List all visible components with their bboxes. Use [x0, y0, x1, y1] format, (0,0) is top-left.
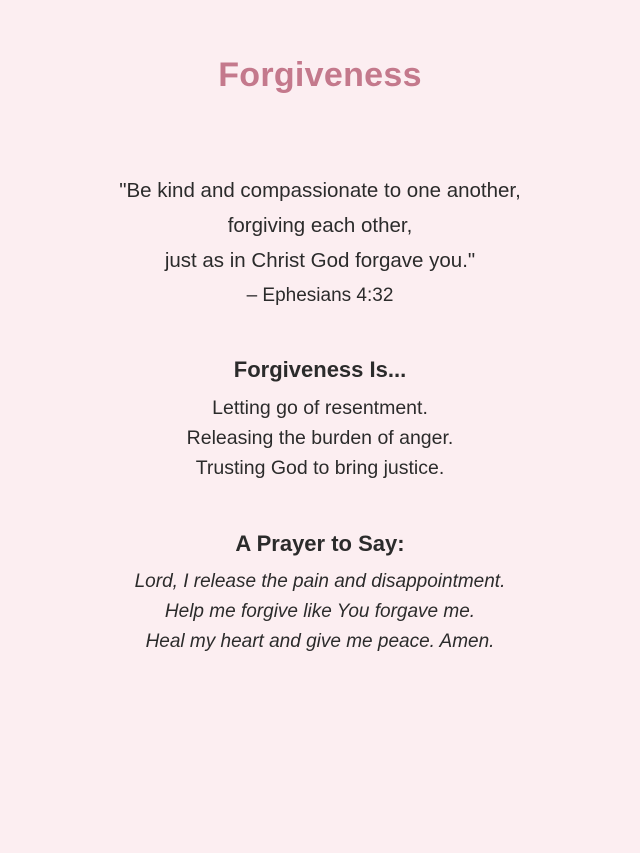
section-forgiveness-is — [40, 357, 600, 483]
section-line: Heal my heart and give me peace. Amen. — [145, 631, 495, 652]
section-line: Help me forgive like You forgave me. — [164, 601, 476, 622]
verse-line-3: just as in Christ God forgave you." — [164, 249, 476, 272]
section-line: Trusting God to bring justice. — [195, 457, 445, 479]
verse-attribution: – Ephesians 4:32 — [246, 285, 394, 306]
verse-line-2: forgiving each other, — [227, 214, 413, 237]
section-line: Letting go of resentment. — [212, 397, 428, 419]
scripture-verse — [40, 173, 600, 313]
section-heading: A Prayer to Say: — [235, 531, 405, 556]
verse-line-1: "Be kind and compassionate to one another, — [119, 179, 521, 202]
page-title: Forgiveness — [218, 56, 422, 94]
section-line: Lord, I release the pain and disappointment. — [134, 571, 506, 592]
section-prayer — [40, 531, 600, 657]
section-line: Releasing the burden of anger. — [186, 427, 454, 449]
section-heading: Forgiveness Is... — [233, 357, 407, 382]
